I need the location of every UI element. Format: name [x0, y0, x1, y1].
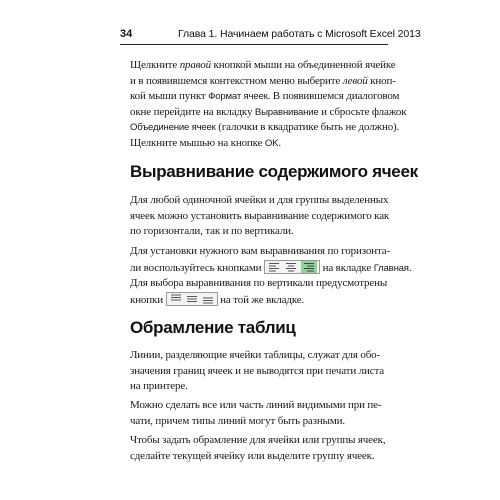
intro-line — [130, 106, 406, 118]
text-line: чати, причем типы линий могут быть разными. — [130, 414, 345, 427]
align-top-icon — [171, 295, 181, 300]
text-line: по горизонтали, так и по вертикали. — [130, 225, 294, 237]
text: кнопкой мыши на объединенной ячейке — [210, 59, 396, 71]
intro-line — [130, 59, 396, 71]
text: ли воспользуйтесь кнопками — [130, 261, 264, 274]
ui-term: Главная — [373, 262, 409, 274]
horizontal-align-icon — [267, 261, 317, 273]
ui-term: Формат ячеек — [208, 91, 268, 102]
horizontal-align-icon — [264, 260, 320, 274]
page-header — [120, 24, 421, 44]
intro-paragraph — [130, 58, 407, 151]
text-line: Линии, разделяющие ячейки таблицы, служат для обо- — [130, 349, 381, 361]
text-line: ячеек можно установить выравнивание содержимого как — [130, 209, 390, 222]
text-line: Для выбора выравнивания по вертикали предусмотрены — [130, 277, 388, 289]
section2-paragraph — [130, 398, 392, 429]
intro-line — [130, 121, 399, 133]
page-number: 34 — [120, 28, 133, 40]
text-line: Для любой одиночной ячейки и для группы выделенных — [130, 194, 389, 206]
text: . — [278, 136, 281, 149]
section2-paragraph — [130, 348, 392, 395]
ui-term: OK — [264, 137, 279, 149]
text: кнопки — [130, 293, 166, 306]
ui-term: Объединение ячеек — [130, 122, 216, 133]
text: (галочки в квадратике быть не должно). — [215, 121, 400, 133]
section1-paragraph — [130, 244, 412, 308]
intro-line — [130, 90, 399, 102]
text-line — [130, 262, 411, 274]
section-title: Выравнивание содержимого ячеек — [130, 162, 418, 181]
ui-term: Выравнивание — [254, 106, 319, 118]
text-line: значения границ ячеек и не выводятся при печати листа — [130, 364, 384, 377]
text-line: сделайте текущей ячейку или выделите группу ячеек. — [130, 449, 375, 462]
text-line: Можно сделать все или часть линий видимыми при пе- — [130, 399, 382, 411]
text: . — [408, 261, 412, 274]
section2-paragraph — [130, 433, 392, 464]
text: на той же вкладке. — [217, 293, 305, 306]
vertical-align-icon — [166, 292, 218, 306]
text: кой мыши пункт — [130, 90, 209, 102]
align-bottom-icon — [203, 298, 213, 303]
text-line — [130, 294, 304, 306]
intro-line — [130, 75, 396, 87]
text-line: Чтобы задать обрамление для ячейки или группы ячеек, — [130, 434, 386, 446]
section1-paragraph — [130, 193, 392, 240]
text: и сбросьте флажок — [318, 105, 407, 118]
section-title: Обрамление таблиц — [130, 318, 296, 337]
intro-line — [130, 137, 281, 149]
align-left-icon — [269, 263, 279, 271]
text: Щелкните мышью на кнопке — [130, 136, 265, 149]
align-middle-icon — [187, 296, 197, 301]
header-divider — [120, 44, 388, 45]
text: Щелкните — [130, 59, 180, 71]
text: окне перейдите на вкладку — [130, 105, 255, 118]
text: и в появившемся контекстном меню выберите — [130, 74, 343, 87]
emphasis: правой — [179, 59, 211, 71]
text-line: Для установки нужного вам выравнивания по горизонта- — [130, 245, 390, 257]
text: . В появившемся диалоговом — [267, 90, 400, 102]
text: на вкладке — [320, 261, 374, 274]
text: кноп- — [367, 74, 396, 87]
emphasis: левой — [342, 74, 368, 87]
running-title: Глава 1. Начинаем работать с Microsoft Excel 2013 — [178, 28, 421, 40]
vertical-align-icon — [169, 293, 215, 305]
text-line: на принтере. — [130, 380, 188, 392]
align-center-icon — [286, 263, 296, 271]
